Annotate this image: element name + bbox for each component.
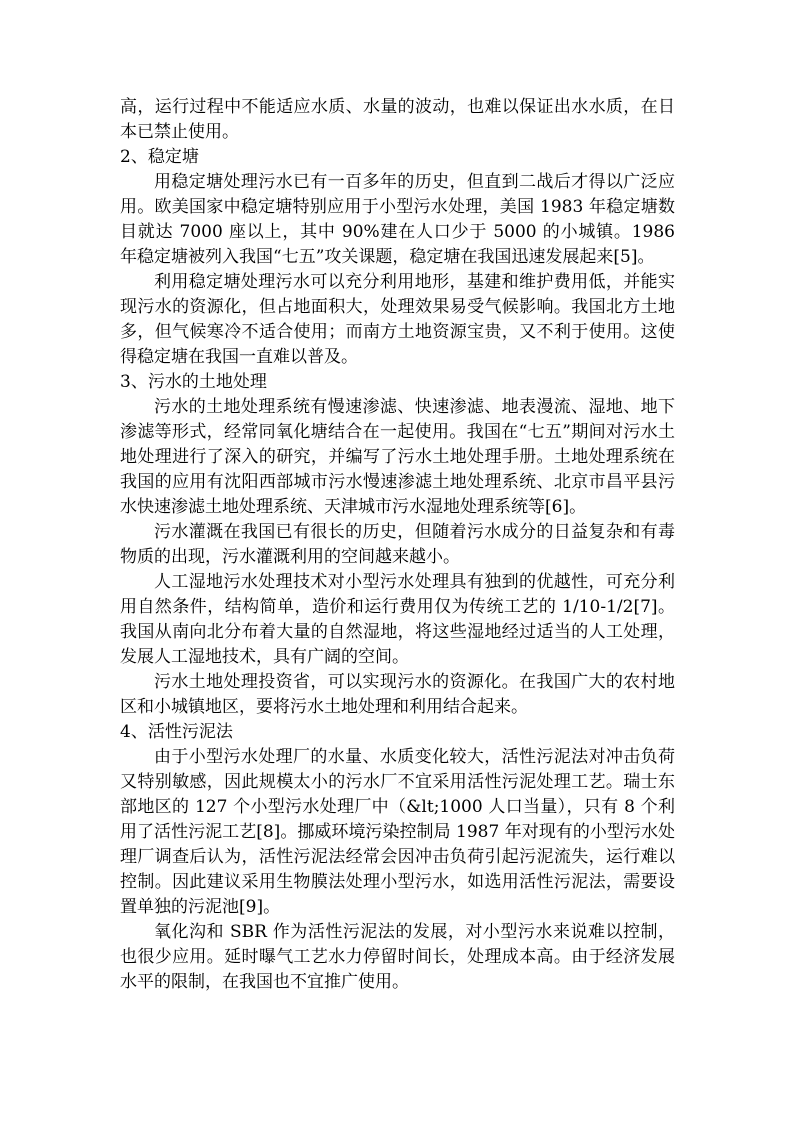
paragraph: 人工湿地污水处理技术对小型污水处理具有独到的优越性，可充分利用自然条件，结构简单，造价和运行费用仅为传统工艺的 1/10-1/2[7]。我国从南向北分布着大量的自然湿地，将这些湿地经过适当的人工处理，发展人工湿地技术，具有广阔的空间。 [120,572,675,667]
paragraph: 利用稳定塘处理污水可以充分利用地形，基建和维护费用低，并能实现污水的资源化，但占地面积大，处理效果易受气候影响。我国北方土地多，但气候寒冷不适合使用；而南方土地资源宝贵，又不利于使用。这使得稳定塘在我国一直难以普及。 [120,272,675,367]
section-heading-land-treatment: 3、污水的土地处理 [120,372,267,392]
paragraph: 高，运行过程中不能适应水质、水量的波动，也难以保证出水水质，在日本已禁止使用。 [120,97,675,142]
paragraph: 污水土地处理投资省，可以实现污水的资源化。在我国广大的农村地区和小城镇地区，要将污水土地处理和利用结合起来。 [120,672,675,717]
paragraph: 污水的土地处理系统有慢速渗滤、快速渗滤、地表漫流、湿地、地下渗滤等形式，经常同氧化塘结合在一起使用。我国在“七五”期间对污水土地处理进行了深入的研究，并编写了污水土地处理手册。土地处理系统在我国的应用有沈阳西部城市污水慢速渗滤土地处理系统、北京市昌平县污水快速渗滤土地处理系统、天津城市污水湿地处理系统等[6]。 [120,397,675,517]
paragraph: 由于小型污水处理厂的水量、水质变化较大，活性污泥法对冲击负荷又特别敏感，因此规模太小的污水厂不宜采用活性污泥处理工艺。瑞士东部地区的 127 个小型污水处理厂中（&lt;1000 人口当量），只有 8 个利用了活性污泥工艺[8]。挪威环境污染控制局 1987 年对现有的小型污水处理厂调查后认为，活性污泥法经常会因冲击负荷引起污泥流失，运行难以控制。因此建议采用生物膜法处理小型污水，如选用活性污泥法，需要设置单独的污泥池[9]。 [120,747,675,917]
document-page [120,95,675,995]
section-heading-stabilization-pond: 2、稳定塘 [120,147,199,167]
paragraph: 污水灌溉在我国已有很长的历史，但随着污水成分的日益复杂和有毒物质的出现，污水灌溉利用的空间越来越小。 [120,522,675,567]
paragraph: 用稳定塘处理污水已有一百多年的历史，但直到二战后才得以广泛应用。欧美国家中稳定塘特别应用于小型污水处理，美国 1983 年稳定塘数目就达 7000 座以上，其中 90%建在人口少于 5000 的小城镇。1986 年稳定塘被列入我国“七五”攻关课题，稳定塘在我国迅速发展起来[5]。 [120,172,675,267]
section-heading-activated-sludge: 4、活性污泥法 [120,722,233,742]
paragraph: 氧化沟和 SBR 作为活性污泥法的发展，对小型污水来说难以控制，也很少应用。延时曝气工艺水力停留时间长，处理成本高。由于经济发展水平的限制，在我国也不宜推广使用。 [120,922,675,992]
